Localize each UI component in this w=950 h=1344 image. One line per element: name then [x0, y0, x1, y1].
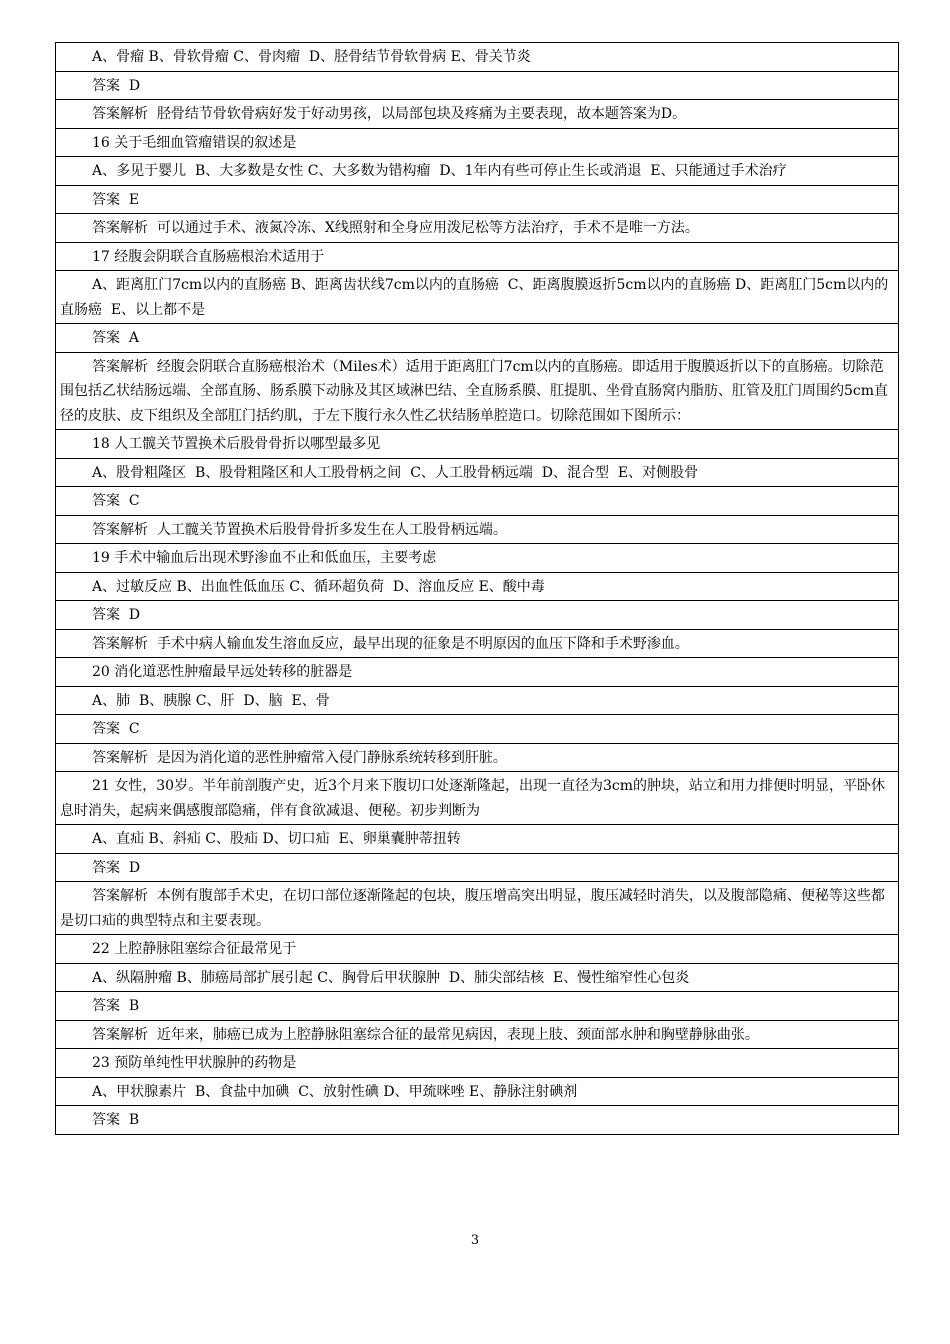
- answer-line: 答案 D: [56, 601, 898, 630]
- page-number: 3: [470, 1233, 480, 1248]
- explanation-line: 答案解析 经腹会阴联合直肠癌根治术（Miles术）适用于距离肛门7cm以内的直肠癌。即适用于腹膜返折以下的直肠癌。切除范围包括乙状结肠远端、全部直肠、肠系膜下动脉及其区域淋巴结、全直肠系膜、肛提肌、坐骨直肠窝内脂肪、肛管及肛门周围约5cm直径的皮肤、皮下组织及全部肛门括约肌，于左下腹行永久性乙状结肠单腔造口。切除范围如下图所示：: [56, 353, 898, 431]
- answer-line: 答案 D: [56, 72, 898, 101]
- explanation-line: 答案解析 近年来，肺癌已成为上腔静脉阻塞综合征的最常见病因，表现上肢、颈面部水肿和胸壁静脉曲张。: [56, 1021, 898, 1050]
- question-line: 23 预防单纯性甲状腺肿的药物是: [56, 1049, 898, 1078]
- explanation-line: 答案解析 可以通过手术、液氮冷冻、X线照射和全身应用泼尼松等方法治疗，手术不是唯一方法。: [56, 214, 898, 243]
- explanation-line: 答案解析 胫骨结节骨软骨病好发于好动男孩，以局部包块及疼痛为主要表现，故本题答案为D。: [56, 100, 898, 129]
- option-line: A、甲状腺素片 B、食盐中加碘 C、放射性碘 D、甲巯咪唑 E、静脉注射碘剂: [56, 1078, 898, 1107]
- explanation-line: 答案解析 本例有腹部手术史，在切口部位逐渐隆起的包块，腹压增高突出明显，腹压减轻时消失，以及腹部隐痛、便秘等这些都是切口疝的典型特点和主要表现。: [56, 882, 898, 935]
- option-line: A、直疝 B、斜疝 C、股疝 D、切口疝 E、卵巢囊肿蒂扭转: [56, 825, 898, 854]
- answer-line: 答案 B: [56, 992, 898, 1021]
- question-line: 16 关于毛细血管瘤错误的叙述是: [56, 129, 898, 158]
- question-line: 17 经腹会阴联合直肠癌根治术适用于: [56, 243, 898, 272]
- question-line: 21 女性，30岁。半年前剖腹产史，近3个月来下腹切口处逐渐隆起，出现一直径为3cm的肿块，站立和用力排便时明显，平卧休息时消失，起病来偶感腹部隐痛，伴有食欲减退、便秘。初步判断为: [56, 772, 898, 825]
- answer-line: 答案 B: [56, 1106, 898, 1135]
- option-line: A、股骨粗隆区 B、股骨粗隆区和人工股骨柄之间 C、人工股骨柄远端 D、混合型 E、对侧股骨: [56, 459, 898, 488]
- option-line: A、肺 B、胰腺 C、肝 D、脑 E、骨: [56, 687, 898, 716]
- option-line: A、纵隔肿瘤 B、肺癌局部扩展引起 C、胸骨后甲状腺肿 D、肺尖部结核 E、慢性缩窄性心包炎: [56, 964, 898, 993]
- answer-line: 答案 A: [56, 324, 898, 353]
- option-line: A、骨瘤 B、骨软骨瘤 C、骨肉瘤 D、胫骨结节骨软骨病 E、骨关节炎: [56, 43, 898, 72]
- answer-line: 答案 C: [56, 487, 898, 516]
- question-line: 18 人工髋关节置换术后股骨骨折以哪型最多见: [56, 430, 898, 459]
- question-line: 20 消化道恶性肿瘤最早远处转移的脏器是: [56, 658, 898, 687]
- option-line: A、距离肛门7cm以内的直肠癌 B、距离齿状线7cm以内的直肠癌 C、距离腹膜返折5cm以内的直肠癌 D、距离肛门5cm以内的直肠癌 E、以上都不是: [56, 271, 898, 324]
- question-line: 19 手术中输血后出现术野渗血不止和低血压，主要考虑: [56, 544, 898, 573]
- option-line: A、多见于婴儿 B、大多数是女性 C、大多数为错构瘤 D、1年内有些可停止生长或消退 E、只能通过手术治疗: [56, 157, 898, 186]
- option-line: A、过敏反应 B、出血性低血压 C、循环超负荷 D、溶血反应 E、酸中毒: [56, 573, 898, 602]
- explanation-line: 答案解析 人工髋关节置换术后股骨骨折多发生在人工股骨柄远端。: [56, 516, 898, 545]
- answer-line: 答案 D: [56, 854, 898, 883]
- question-table: [55, 42, 899, 1135]
- explanation-line: 答案解析 是因为消化道的恶性肿瘤常入侵门静脉系统转移到肝脏。: [56, 744, 898, 773]
- explanation-line: 答案解析 手术中病人输血发生溶血反应，最早出现的征象是不明原因的血压下降和手术野渗血。: [56, 630, 898, 659]
- question-line: 22 上腔静脉阻塞综合征最常见于: [56, 935, 898, 964]
- answer-line: 答案 C: [56, 715, 898, 744]
- answer-line: 答案 E: [56, 186, 898, 215]
